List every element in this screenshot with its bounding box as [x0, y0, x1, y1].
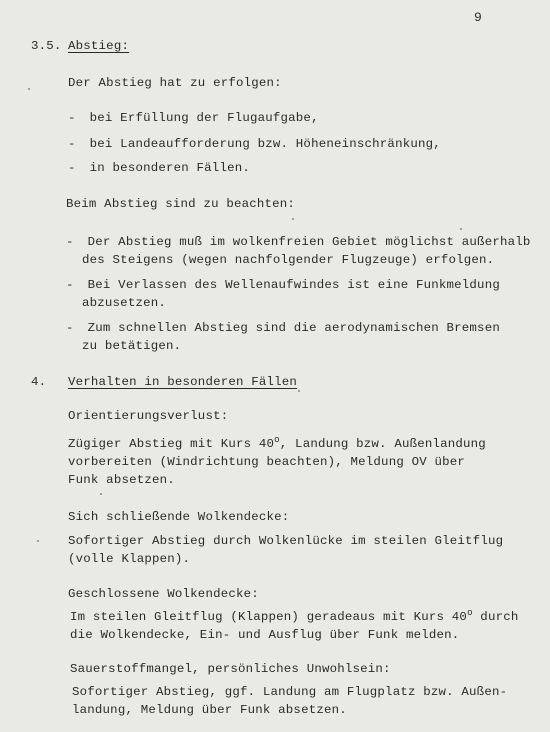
case-heading: Geschlossene Wolkendecke: — [68, 587, 259, 601]
paragraph-text: vorbereiten (Windrichtung beachten), Meldung OV über — [68, 455, 466, 469]
paragraph-text: Sofortiger Abstieg durch Wolkenlücke im steilen Gleitflug — [68, 534, 504, 548]
list-item-continuation: zu betätigen. — [82, 339, 182, 353]
scan-speck — [100, 493, 102, 495]
paragraph-text: Zügiger Abstieg mit Kurs 40$^o$, Landung bzw. Außenlandung — [68, 435, 486, 451]
paragraph-text: landung, Meldung über Funk absetzen. — [72, 703, 347, 717]
scan-speck — [37, 540, 39, 542]
paragraph-text: Im steilen Gleitflug (Klappen) geradeaus mit Kurs 40$^o$ durch — [70, 608, 519, 624]
section-title: Abstieg: — [68, 39, 130, 53]
paragraph-text: die Wolkendecke, Ein- und Ausflug über Funk melden. — [70, 628, 460, 642]
paragraph-text: Beim Abstieg sind zu beachten: — [66, 197, 296, 211]
scan-speck — [292, 218, 294, 220]
section-number: 4. — [31, 375, 47, 389]
list-item: - in besonderen Fällen. — [68, 161, 250, 175]
list-item: - Bei Verlassen des Wellenaufwindes ist eine Funkmeldung — [66, 278, 500, 292]
list-item: - bei Erfüllung der Flugaufgabe, — [68, 111, 319, 125]
case-heading: Orientierungsverlust: — [68, 409, 229, 423]
list-item: - Der Abstieg muß im wolkenfreien Gebiet möglichst außerhalb — [66, 235, 531, 249]
scan-speck — [460, 228, 462, 230]
paragraph-text: Der Abstieg hat zu erfolgen: — [68, 76, 282, 90]
list-item: - bei Landeaufforderung bzw. Höheneinschränkung, — [68, 137, 441, 151]
scan-speck — [298, 390, 300, 392]
list-item-continuation: des Steigens (wegen nachfolgender Flugzeuge) erfolgen. — [82, 253, 495, 267]
case-heading: Sich schließende Wolkendecke: — [68, 510, 290, 524]
scan-speck — [28, 88, 30, 90]
paragraph-text: (volle Klappen). — [68, 552, 191, 566]
list-item: - Zum schnellen Abstieg sind die aerodynamischen Bremsen — [66, 321, 500, 335]
page-number: 9 — [474, 10, 483, 25]
section-number: 3.5. — [31, 39, 62, 53]
paragraph-text: Funk absetzen. — [68, 473, 175, 487]
section-title: Verhalten in besonderen Fällen — [68, 375, 298, 389]
list-item-continuation: abzusetzen. — [82, 296, 166, 310]
case-heading: Sauerstoffmangel, persönliches Unwohlsein: — [70, 662, 391, 676]
paragraph-text: Sofortiger Abstieg, ggf. Landung am Flugplatz bzw. Außen- — [72, 685, 508, 699]
